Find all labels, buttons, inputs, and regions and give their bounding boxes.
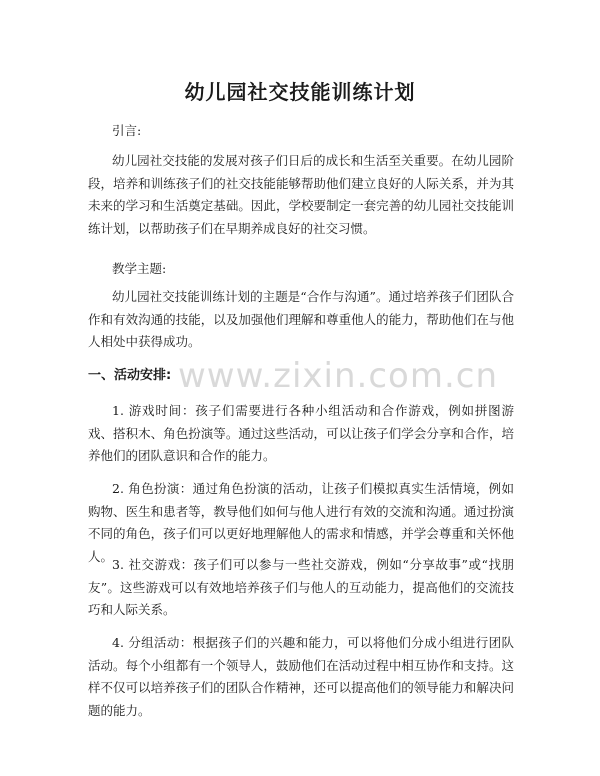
document-title: 幼儿园社交技能训练计划 [184, 80, 416, 104]
intro-paragraph: 幼儿园社交技能的发展对孩子们日后的成长和生活至关重要。在幼儿园阶段，培养和训练孩子们的社交技能能够帮助他们建立良好的人际关系，并为其未来的学习和生活奠定基础。因此，学校要制定一套完善的幼儿园社交技能训练计划，以帮助孩子们在早期养成良好的社交习惯。 [88, 153, 514, 236]
section-heading-activities: 一、活动安排: [88, 368, 172, 383]
activity-item-4: 4. 分组活动：根据孩子们的兴趣和能力，可以将他们分成小组进行团队活动。每个小组都有一个领导人，鼓励他们在活动过程中相互协作和支持。这样不仅可以培养孩子们的团队合作精神，还可以提高他们的领导能力和解决问题的能力。 [88, 635, 514, 718]
theme-label: 教学主题: [112, 261, 167, 276]
watermark: www.zixin.com.cn [178, 356, 498, 396]
activity-item-2: 2. 角色扮演：通过角色扮演的活动，让孩子们模拟真实生活情境，例如购物、医生和患者等，教导他们如何与他人进行有效的交流和沟通。通过扮演不同的角色，孩子们可以更好地理解他人的需求和情感，并学会尊重和关怀他人。 [88, 481, 514, 564]
theme-paragraph: 幼儿园社交技能训练计划的主题是“合作与沟通”。通过培养孩子们团队合作和有效沟通的技能，以及加强他们理解和尊重他人的能力，帮助他们在与他人相处中获得成功。 [88, 289, 514, 349]
intro-label: 引言: [112, 123, 142, 138]
activity-item-1: 1. 游戏时间：孩子们需要进行各种小组活动和合作游戏，例如拼图游戏、搭积木、角色扮演等。通过这些活动，可以让孩子们学会分享和合作，培养他们的团队意识和合作的能力。 [88, 403, 514, 463]
activity-item-3: 3. 社交游戏：孩子们可以参与一些社交游戏，例如“分享故事”或“找朋友”。这些游戏可以有效地培养孩子们与他人的互动能力，提高他们的交流技巧和人际关系。 [88, 557, 514, 617]
